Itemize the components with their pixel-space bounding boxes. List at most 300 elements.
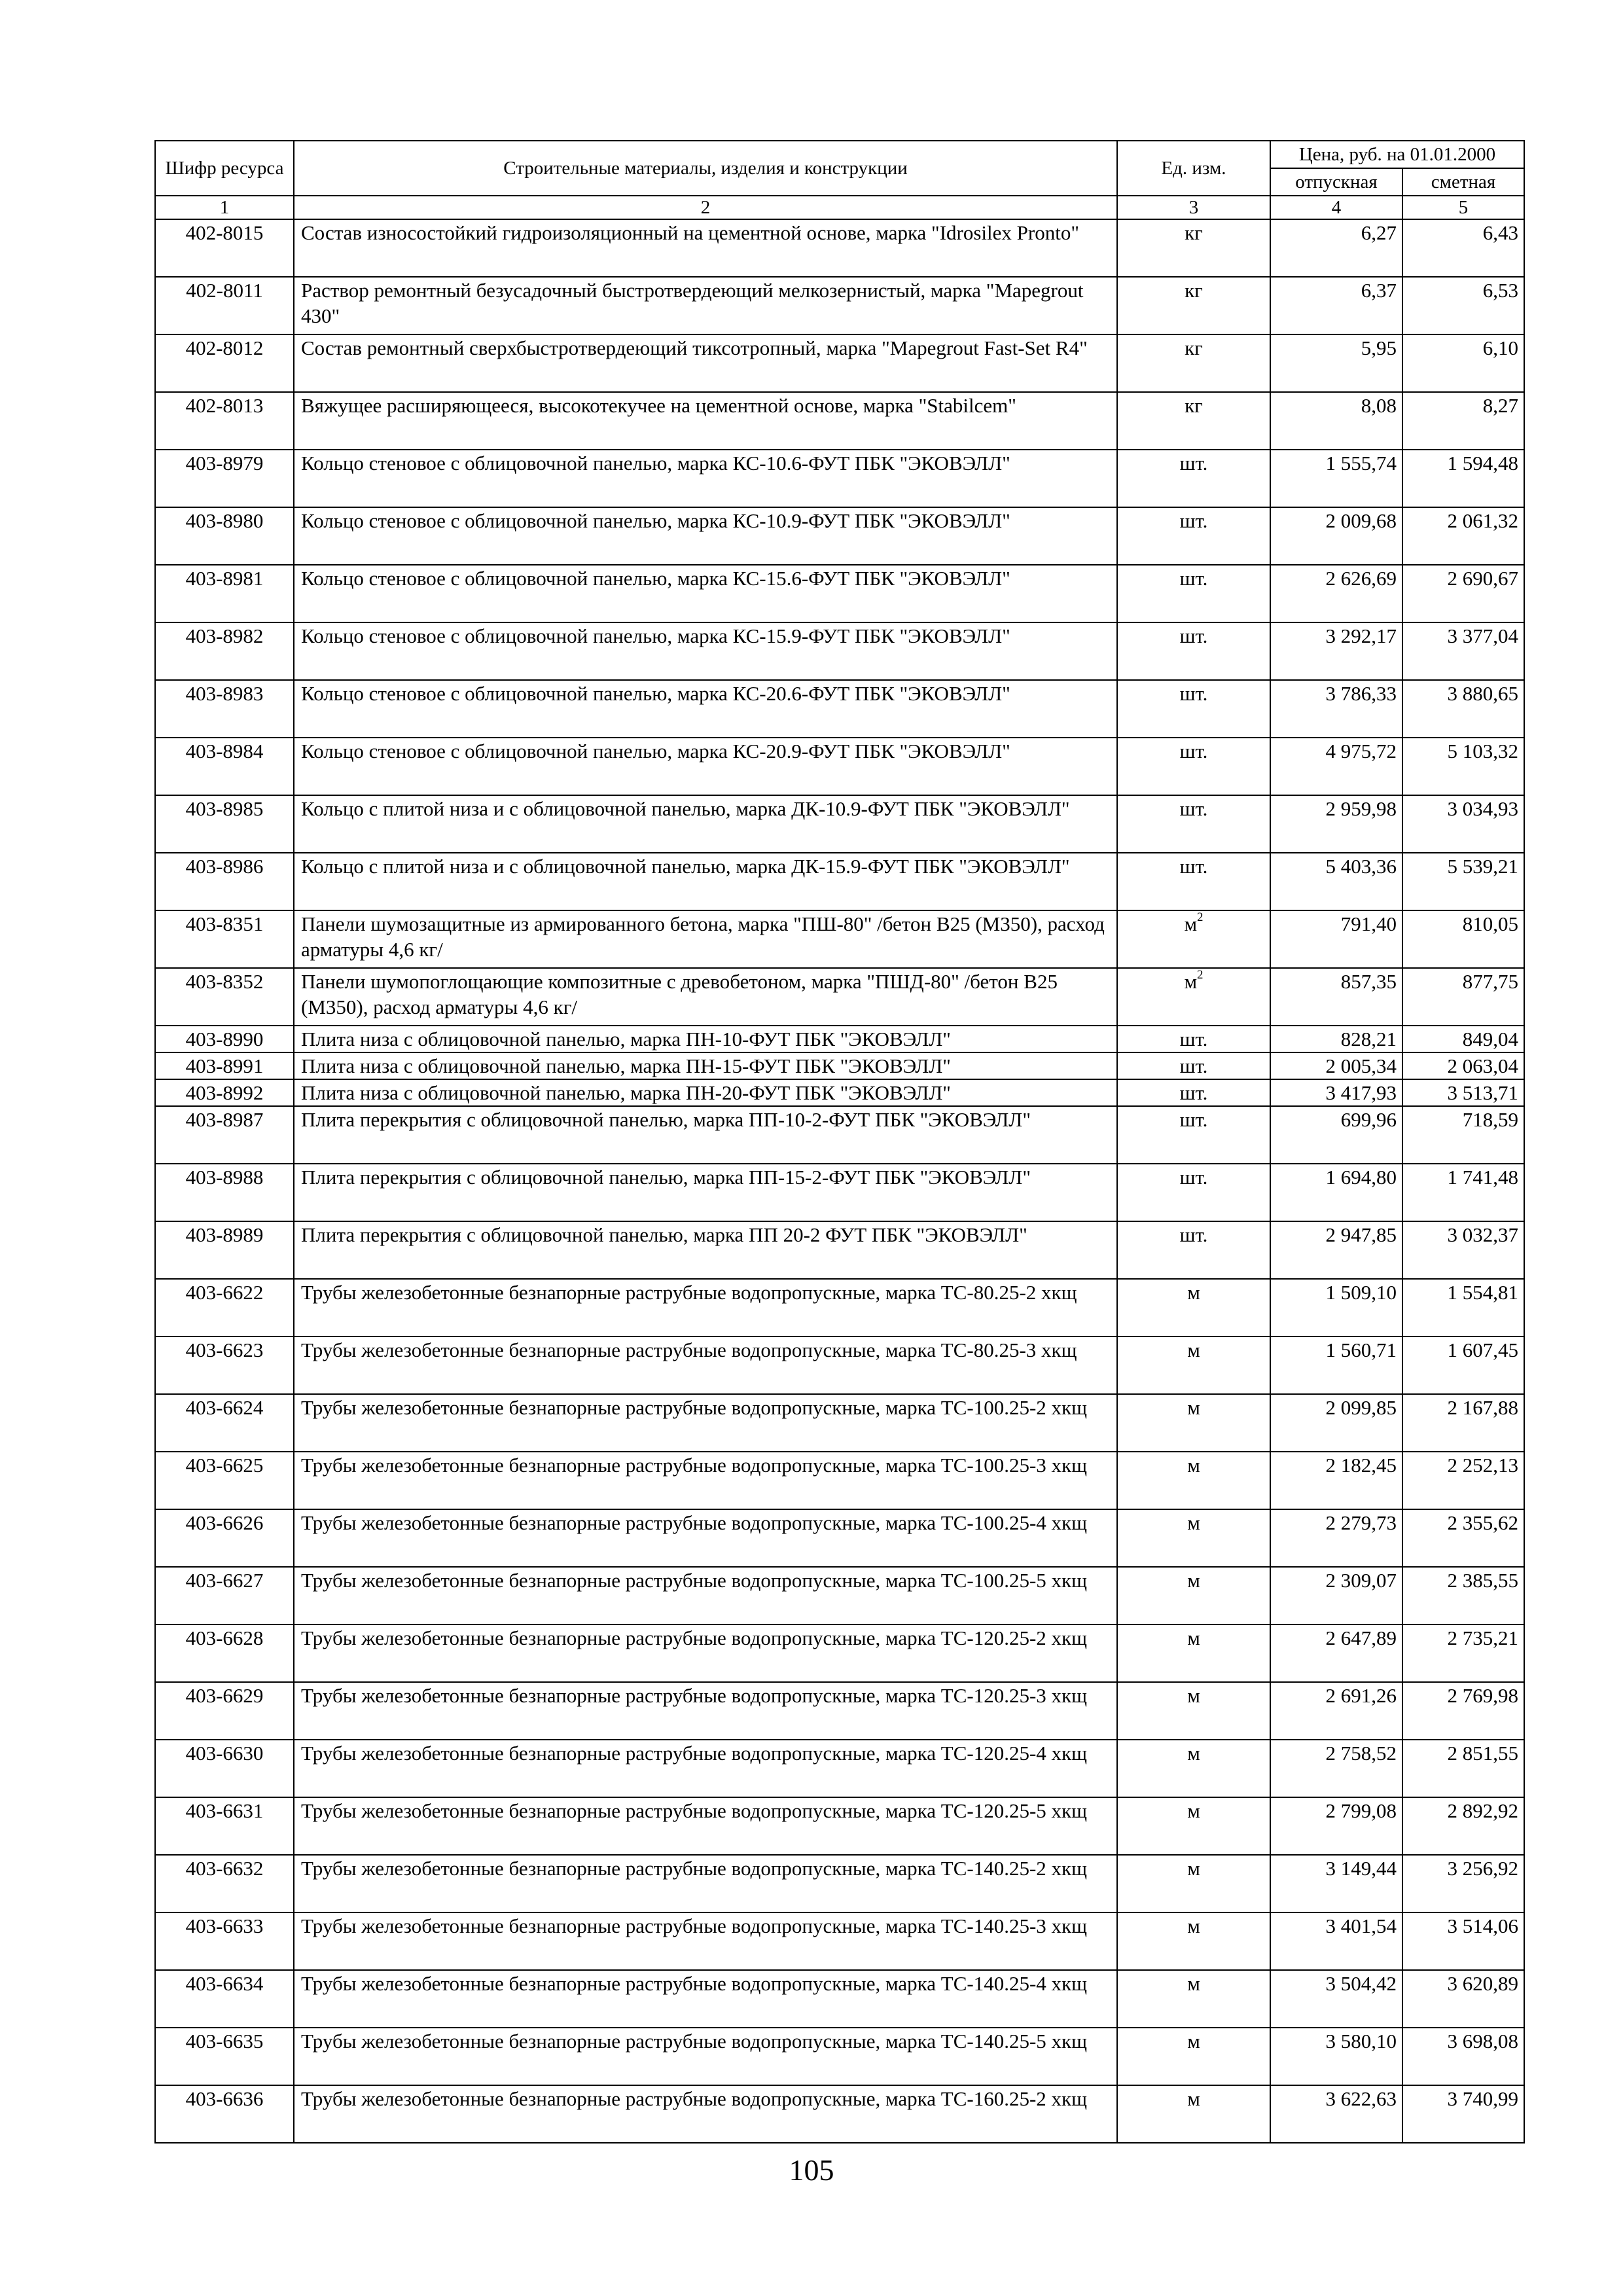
price-estimate-cell: [1402, 1855, 1524, 1912]
price-estimate-cell-text: 3 620,89: [1447, 1972, 1518, 1995]
material-name-cell-text: Панели шумопоглощающие композитные с древобетоном, марка "ПШД-80" /бетон В25 (М350), расход арматуры 4,6 кг/: [301, 970, 1058, 1018]
table-row: [155, 392, 1524, 450]
unit-cell-text: м: [1187, 1454, 1200, 1477]
price-estimate-cell-text: 3 034,93: [1447, 797, 1518, 820]
price-release-cell-text: 2 647,89: [1325, 1626, 1397, 1649]
price-release-cell: [1270, 1740, 1402, 1797]
resource-code-cell-text: 403-6630: [185, 1742, 264, 1765]
unit-cell-text: м: [1187, 1396, 1200, 1419]
material-name-cell-text: Вяжущее расширяющееся, высокотекучее на цементной основе, марка "Stabilcem": [301, 394, 1016, 417]
price-estimate-cell: [1402, 1279, 1524, 1336]
table-row: [155, 1509, 1524, 1567]
price-release-cell-text: 857,35: [1340, 970, 1397, 993]
unit-cell: [1117, 1912, 1270, 1970]
table-row: [155, 1026, 1524, 1052]
unit-cell: [1117, 1740, 1270, 1797]
resource-code-cell: [155, 1052, 294, 1079]
price-estimate-cell-text: 849,04: [1462, 1028, 1518, 1050]
table-row: [155, 219, 1524, 277]
material-name-cell: [294, 1855, 1117, 1912]
table-row: [155, 1797, 1524, 1855]
price-release-cell: [1270, 507, 1402, 565]
table-row: [155, 1336, 1524, 1394]
resource-code-cell-text: 403-6633: [185, 1914, 264, 1937]
price-release-cell-text: 3 149,44: [1325, 1857, 1397, 1880]
header-unit: Ед. изм.: [1117, 141, 1270, 196]
price-release-cell: [1270, 1682, 1402, 1740]
price-estimate-cell-text: 2 063,04: [1447, 1054, 1518, 1077]
material-name-cell: [294, 1797, 1117, 1855]
price-estimate-cell-text: 3 514,06: [1447, 1914, 1518, 1937]
resource-code-cell-text: 403-8991: [185, 1054, 264, 1077]
resource-code-cell: [155, 1682, 294, 1740]
table-row: [155, 622, 1524, 680]
material-name-cell-text: Кольцо стеновое с облицовочной панелью, марка КС-10.9-ФУТ ПБК "ЭКОВЭЛЛ": [301, 509, 1010, 532]
price-estimate-cell: [1402, 1164, 1524, 1221]
price-release-cell-text: 2 626,69: [1325, 567, 1397, 590]
table-row: [155, 277, 1524, 334]
price-estimate-cell: [1402, 1970, 1524, 2028]
material-name-cell: [294, 1052, 1117, 1079]
unit-cell: [1117, 1509, 1270, 1567]
price-estimate-cell: [1402, 2028, 1524, 2085]
price-release-cell-text: 4 975,72: [1325, 740, 1397, 762]
unit-cell: [1117, 334, 1270, 392]
material-name-cell-text: Трубы железобетонные безнапорные раструбные водопропускные, марка ТС-100.25-2 хкщ: [301, 1396, 1087, 1419]
header-price-release: отпускная: [1270, 168, 1402, 196]
resource-code-cell-text: 403-6635: [185, 2030, 264, 2053]
resource-code-cell-text: 403-8989: [185, 1223, 264, 1246]
resource-code-cell-text: 402-8011: [186, 279, 263, 302]
resource-code-cell: [155, 1797, 294, 1855]
resource-code-cell-text: 403-6631: [185, 1799, 264, 1822]
price-estimate-cell-text: 8,27: [1482, 394, 1518, 417]
unit-cell-text: м: [1187, 1569, 1200, 1592]
unit-cell-text: шт.: [1179, 682, 1208, 705]
material-name-cell: [294, 1221, 1117, 1279]
price-estimate-cell: [1402, 1221, 1524, 1279]
table-row: [155, 853, 1524, 910]
price-estimate-cell-text: 3 256,92: [1447, 1857, 1518, 1880]
price-estimate-cell: [1402, 1912, 1524, 1970]
price-release-cell: [1270, 565, 1402, 622]
resource-code-cell-text: 403-8992: [185, 1081, 264, 1104]
material-name-cell: [294, 1279, 1117, 1336]
price-release-cell: [1270, 680, 1402, 738]
unit-cell: [1117, 1567, 1270, 1624]
column-number: 2: [294, 196, 1117, 219]
price-estimate-cell-text: 718,59: [1462, 1108, 1518, 1131]
resource-code-cell: [155, 1970, 294, 2028]
header-name: Строительные материалы, изделия и конструкции: [294, 141, 1117, 196]
resource-code-cell: [155, 680, 294, 738]
price-release-cell-text: 2 279,73: [1325, 1511, 1397, 1534]
material-name-cell-text: Трубы железобетонные безнапорные раструбные водопропускные, марка ТС-120.25-4 хкщ: [301, 1742, 1087, 1765]
resource-code-cell: [155, 392, 294, 450]
resource-code-cell: [155, 622, 294, 680]
resource-code-cell: [155, 738, 294, 795]
material-name-cell: [294, 1336, 1117, 1394]
price-release-cell-text: 3 401,54: [1325, 1914, 1397, 1937]
price-estimate-cell-text: 2 769,98: [1447, 1684, 1518, 1707]
unit-cell: [1117, 1221, 1270, 1279]
price-release-cell: [1270, 1052, 1402, 1079]
material-name-cell-text: Трубы железобетонные безнапорные раструбные водопропускные, марка ТС-100.25-5 хкщ: [301, 1569, 1087, 1592]
price-release-cell: [1270, 1624, 1402, 1682]
resource-code-cell-text: 403-8980: [185, 509, 264, 532]
table-row: [155, 910, 1524, 968]
unit-cell-text: кг: [1185, 279, 1203, 302]
resource-code-cell-text: 403-6625: [185, 1454, 264, 1477]
price-release-cell: [1270, 1394, 1402, 1452]
table-row: [155, 1452, 1524, 1509]
unit-cell-text: шт.: [1179, 567, 1208, 590]
resource-code-cell-text: 403-6623: [185, 1338, 264, 1361]
unit-superscript: 2: [1197, 968, 1204, 982]
unit-cell-text: м: [1187, 1799, 1200, 1822]
price-release-cell: [1270, 1567, 1402, 1624]
resource-code-cell-text: 403-6627: [185, 1569, 264, 1592]
unit-cell-text: шт.: [1179, 1028, 1208, 1050]
material-name-cell: [294, 853, 1117, 910]
price-estimate-cell-text: 2 167,88: [1447, 1396, 1518, 1419]
price-release-cell-text: 1 694,80: [1325, 1166, 1397, 1189]
material-name-cell: [294, 1164, 1117, 1221]
unit-cell-text: м: [1187, 1972, 1200, 1995]
unit-cell: [1117, 1452, 1270, 1509]
unit-cell-text: м: [1187, 1742, 1200, 1765]
price-estimate-cell: [1402, 565, 1524, 622]
price-estimate-cell-text: 2 690,67: [1447, 567, 1518, 590]
resource-code-cell-text: 403-6632: [185, 1857, 264, 1880]
price-estimate-cell-text: 2 355,62: [1447, 1511, 1518, 1534]
price-estimate-cell-text: 2 851,55: [1447, 1742, 1518, 1765]
price-estimate-cell-text: 2 252,13: [1447, 1454, 1518, 1477]
price-release-cell: [1270, 2085, 1402, 2143]
resource-code-cell: [155, 1567, 294, 1624]
header-price: Цена, руб. на 01.01.2000: [1270, 141, 1524, 168]
price-estimate-cell: [1402, 795, 1524, 853]
price-estimate-cell-text: 3 513,71: [1447, 1081, 1518, 1104]
table-row: [155, 1567, 1524, 1624]
price-release-cell: [1270, 1855, 1402, 1912]
price-release-cell: [1270, 1026, 1402, 1052]
table-body: [155, 219, 1524, 2143]
price-estimate-cell: [1402, 968, 1524, 1026]
unit-cell-text: шт.: [1179, 509, 1208, 532]
unit-cell-text: шт.: [1179, 1108, 1208, 1131]
resource-code-cell-text: 403-8987: [185, 1108, 264, 1131]
price-release-cell: [1270, 1452, 1402, 1509]
resource-code-cell: [155, 1164, 294, 1221]
material-name-cell-text: Трубы железобетонные безнапорные раструбные водопропускные, марка ТС-160.25-2 хкщ: [301, 2087, 1087, 2110]
table-row: [155, 1912, 1524, 1970]
price-estimate-cell: [1402, 1797, 1524, 1855]
resource-code-cell: [155, 1221, 294, 1279]
resource-code-cell: [155, 1452, 294, 1509]
resource-code-cell-text: 403-6626: [185, 1511, 264, 1534]
unit-cell: [1117, 392, 1270, 450]
material-name-cell-text: Раствор ремонтный безусадочный быстротвердеющий мелкозернистый, марка "Mapegrout 430": [301, 279, 1084, 327]
material-name-cell-text: Плита низа с облицовочной панелью, марка ПН-10-ФУТ ПБК "ЭКОВЭЛЛ": [301, 1028, 951, 1050]
column-number: 3: [1117, 196, 1270, 219]
material-name-cell-text: Трубы железобетонные безнапорные раструбные водопропускные, марка ТС-100.25-4 хкщ: [301, 1511, 1087, 1534]
resource-code-cell: [155, 910, 294, 968]
table-row: [155, 2028, 1524, 2085]
table-row: [155, 1106, 1524, 1164]
material-name-cell-text: Кольцо стеновое с облицовочной панелью, марка КС-15.6-ФУТ ПБК "ЭКОВЭЛЛ": [301, 567, 1010, 590]
resource-code-cell: [155, 853, 294, 910]
price-release-cell: [1270, 1797, 1402, 1855]
material-name-cell-text: Трубы железобетонные безнапорные раструбные водопропускные, марка ТС-140.25-3 хкщ: [301, 1914, 1087, 1937]
unit-cell: [1117, 795, 1270, 853]
material-name-cell: [294, 1509, 1117, 1567]
price-release-cell: [1270, 968, 1402, 1026]
unit-cell: [1117, 968, 1270, 1026]
unit-cell: [1117, 1279, 1270, 1336]
resource-code-cell: [155, 1912, 294, 1970]
resource-code-cell: [155, 507, 294, 565]
price-estimate-cell-text: 6,43: [1482, 221, 1518, 244]
price-estimate-cell-text: 1 741,48: [1447, 1166, 1518, 1189]
price-release-cell: [1270, 1509, 1402, 1567]
price-estimate-cell-text: 877,75: [1462, 970, 1518, 993]
material-name-cell: [294, 1912, 1117, 1970]
price-estimate-cell-text: 6,53: [1482, 279, 1518, 302]
resource-code-cell: [155, 565, 294, 622]
price-estimate-cell-text: 2 892,92: [1447, 1799, 1518, 1822]
material-name-cell: [294, 450, 1117, 507]
unit-cell: [1117, 1164, 1270, 1221]
price-estimate-cell: [1402, 1452, 1524, 1509]
unit-superscript: 2: [1197, 910, 1204, 925]
unit-cell-text: кг: [1185, 221, 1203, 244]
material-name-cell: [294, 1567, 1117, 1624]
material-name-cell-text: Плита низа с облицовочной панелью, марка ПН-15-ФУТ ПБК "ЭКОВЭЛЛ": [301, 1054, 951, 1077]
price-release-cell: [1270, 738, 1402, 795]
unit-cell-text: м: [1187, 1281, 1200, 1304]
price-estimate-cell: [1402, 1106, 1524, 1164]
unit-cell: [1117, 1026, 1270, 1052]
column-number: 1: [155, 196, 294, 219]
material-name-cell-text: Трубы железобетонные безнапорные раструбные водопропускные, марка ТС-100.25-3 хкщ: [301, 1454, 1087, 1477]
page-number: 105: [789, 2153, 834, 2187]
unit-cell-text: м: [1187, 1857, 1200, 1880]
resource-code-cell-text: 403-8981: [185, 567, 264, 590]
table-row: [155, 1279, 1524, 1336]
price-release-cell-text: 2 758,52: [1325, 1742, 1397, 1765]
price-release-cell: [1270, 910, 1402, 968]
resource-code-cell: [155, 277, 294, 334]
price-release-cell-text: 828,21: [1340, 1028, 1397, 1050]
resource-code-cell: [155, 1394, 294, 1452]
price-table: [154, 140, 1525, 2144]
price-estimate-cell: [1402, 1079, 1524, 1106]
unit-cell: [1117, 1970, 1270, 2028]
price-estimate-cell: [1402, 1624, 1524, 1682]
material-name-cell: [294, 2085, 1117, 2143]
material-name-cell-text: Трубы железобетонные безнапорные раструбные водопропускные, марка ТС-140.25-2 хкщ: [301, 1857, 1087, 1880]
unit-cell-text: м: [1187, 2030, 1200, 2053]
price-estimate-cell-text: 6,10: [1482, 336, 1518, 359]
resource-code-cell-text: 403-8351: [185, 912, 264, 935]
price-release-cell-text: 3 622,63: [1325, 2087, 1397, 2110]
material-name-cell-text: Плита низа с облицовочной панелью, марка ПН-20-ФУТ ПБК "ЭКОВЭЛЛ": [301, 1081, 951, 1104]
price-estimate-cell-text: 3 880,65: [1447, 682, 1518, 705]
material-name-cell-text: Плита перекрытия с облицовочной панелью, марка ПП-10-2-ФУТ ПБК "ЭКОВЭЛЛ": [301, 1108, 1031, 1131]
material-name-cell: [294, 1394, 1117, 1452]
material-name-cell-text: Кольцо стеновое с облицовочной панелью, марка КС-15.9-ФУТ ПБК "ЭКОВЭЛЛ": [301, 624, 1010, 647]
price-release-cell: [1270, 795, 1402, 853]
resource-code-cell: [155, 1336, 294, 1394]
unit-cell: [1117, 219, 1270, 277]
resource-code-cell: [155, 1509, 294, 1567]
resource-code-cell: [155, 1026, 294, 1052]
unit-cell-text: м: [1187, 1914, 1200, 1937]
resource-code-cell-text: 403-6622: [185, 1281, 264, 1304]
material-name-cell: [294, 565, 1117, 622]
price-estimate-cell: [1402, 1336, 1524, 1394]
unit-cell-text: м: [1187, 1511, 1200, 1534]
unit-cell-text: м: [1184, 970, 1198, 993]
table-row: [155, 795, 1524, 853]
resource-code-cell: [155, 1855, 294, 1912]
unit-cell-text: шт.: [1179, 624, 1208, 647]
price-estimate-cell-text: 1 554,81: [1447, 1281, 1518, 1304]
price-release-cell-text: 6,37: [1361, 279, 1397, 302]
table-row: [155, 2085, 1524, 2143]
price-estimate-cell: [1402, 1740, 1524, 1797]
price-release-cell: [1270, 1336, 1402, 1394]
price-release-cell: [1270, 1279, 1402, 1336]
material-name-cell-text: Состав ремонтный сверхбыстротвердеющий тиксотропный, марка "Mapegrout Fast-Set R4": [301, 336, 1088, 359]
material-name-cell-text: Кольцо стеновое с облицовочной панелью, марка КС-10.6-ФУТ ПБК "ЭКОВЭЛЛ": [301, 452, 1010, 475]
unit-cell-text: шт.: [1179, 740, 1208, 762]
price-release-cell-text: 2 959,98: [1325, 797, 1397, 820]
price-release-cell-text: 1 509,10: [1325, 1281, 1397, 1304]
unit-cell-text: шт.: [1179, 1054, 1208, 1077]
price-estimate-cell-text: 810,05: [1462, 912, 1518, 935]
price-estimate-cell-text: 3 377,04: [1447, 624, 1518, 647]
unit-cell-text: шт.: [1179, 797, 1208, 820]
resource-code-cell: [155, 968, 294, 1026]
material-name-cell-text: Состав износостойкий гидроизоляционный на цементной основе, марка "Idrosilex Pronto": [301, 221, 1079, 244]
price-release-cell: [1270, 1912, 1402, 1970]
price-estimate-cell: [1402, 853, 1524, 910]
material-name-cell: [294, 1452, 1117, 1509]
price-estimate-cell-text: 2 735,21: [1447, 1626, 1518, 1649]
unit-cell-text: м: [1187, 1626, 1200, 1649]
price-release-cell-text: 1 555,74: [1325, 452, 1397, 475]
price-release-cell: [1270, 1221, 1402, 1279]
unit-cell: [1117, 1052, 1270, 1079]
unit-cell-text: шт.: [1179, 1223, 1208, 1246]
header-code: Шифр ресурса: [155, 141, 294, 196]
unit-cell: [1117, 853, 1270, 910]
unit-cell-text: м: [1187, 1338, 1200, 1361]
material-name-cell-text: Кольцо с плитой низа и с облицовочной панелью, марка ДК-10.9-ФУТ ПБК "ЭКОВЭЛЛ": [301, 797, 1070, 820]
price-release-cell-text: 3 786,33: [1325, 682, 1397, 705]
price-estimate-cell-text: 5 103,32: [1447, 740, 1518, 762]
table-row: [155, 1682, 1524, 1740]
price-estimate-cell: [1402, 219, 1524, 277]
unit-cell-text: м: [1187, 1684, 1200, 1707]
material-name-cell: [294, 1740, 1117, 1797]
table-row: [155, 1079, 1524, 1106]
price-estimate-cell: [1402, 1567, 1524, 1624]
material-name-cell: [294, 2028, 1117, 2085]
unit-cell-text: шт.: [1179, 452, 1208, 475]
table-row: [155, 507, 1524, 565]
unit-cell: [1117, 1855, 1270, 1912]
price-release-cell: [1270, 1079, 1402, 1106]
resource-code-cell-text: 402-8015: [185, 221, 264, 244]
material-name-cell: [294, 1106, 1117, 1164]
unit-cell: [1117, 1079, 1270, 1106]
price-estimate-cell: [1402, 680, 1524, 738]
material-name-cell: [294, 968, 1117, 1026]
material-name-cell-text: Кольцо стеновое с облицовочной панелью, марка КС-20.9-ФУТ ПБК "ЭКОВЭЛЛ": [301, 740, 1010, 762]
material-name-cell: [294, 910, 1117, 968]
price-release-cell-text: 5,95: [1361, 336, 1397, 359]
price-table-sheet: [154, 140, 1524, 2144]
price-release-cell-text: 791,40: [1340, 912, 1397, 935]
unit-cell: [1117, 1797, 1270, 1855]
price-release-cell: [1270, 853, 1402, 910]
table-header: [155, 141, 1524, 219]
price-release-cell: [1270, 622, 1402, 680]
table-row: [155, 450, 1524, 507]
price-release-cell: [1270, 392, 1402, 450]
material-name-cell-text: Трубы железобетонные безнапорные раструбные водопропускные, марка ТС-80.25-2 хкщ: [301, 1281, 1077, 1304]
unit-cell: [1117, 565, 1270, 622]
material-name-cell-text: Плита перекрытия с облицовочной панелью, марка ПП 20-2 ФУТ ПБК "ЭКОВЭЛЛ": [301, 1223, 1027, 1246]
header-price-estimate: сметная: [1402, 168, 1524, 196]
price-release-cell: [1270, 219, 1402, 277]
material-name-cell: [294, 680, 1117, 738]
price-estimate-cell: [1402, 622, 1524, 680]
price-release-cell-text: 3 417,93: [1325, 1081, 1397, 1104]
price-estimate-cell-text: 3 740,99: [1447, 2087, 1518, 2110]
resource-code-cell: [155, 1279, 294, 1336]
unit-cell: [1117, 1336, 1270, 1394]
resource-code-cell: [155, 450, 294, 507]
price-estimate-cell: [1402, 1052, 1524, 1079]
resource-code-cell-text: 403-8982: [185, 624, 264, 647]
material-name-cell-text: Трубы железобетонные безнапорные раструбные водопропускные, марка ТС-120.25-2 хкщ: [301, 1626, 1087, 1649]
resource-code-cell-text: 403-8983: [185, 682, 264, 705]
resource-code-cell-text: 403-6624: [185, 1396, 264, 1419]
unit-cell-text: кг: [1185, 394, 1203, 417]
material-name-cell: [294, 277, 1117, 334]
column-number: 4: [1270, 196, 1402, 219]
price-release-cell-text: 2 005,34: [1325, 1054, 1397, 1077]
price-release-cell-text: 2 099,85: [1325, 1396, 1397, 1419]
resource-code-cell: [155, 219, 294, 277]
price-release-cell-text: 2 947,85: [1325, 1223, 1397, 1246]
unit-cell: [1117, 622, 1270, 680]
price-release-cell-text: 1 560,71: [1325, 1338, 1397, 1361]
unit-cell-text: шт.: [1179, 1081, 1208, 1104]
unit-cell: [1117, 1394, 1270, 1452]
price-estimate-cell-text: 3 032,37: [1447, 1223, 1518, 1246]
price-release-cell-text: 3 580,10: [1325, 2030, 1397, 2053]
material-name-cell: [294, 219, 1117, 277]
material-name-cell-text: Панели шумозащитные из армированного бетона, марка "ПШ-80" /бетон В25 (М350), расход арматуры 4,6 кг/: [301, 912, 1105, 961]
resource-code-cell-text: 403-8986: [185, 855, 264, 878]
resource-code-cell-text: 403-8352: [185, 970, 264, 993]
material-name-cell: [294, 334, 1117, 392]
